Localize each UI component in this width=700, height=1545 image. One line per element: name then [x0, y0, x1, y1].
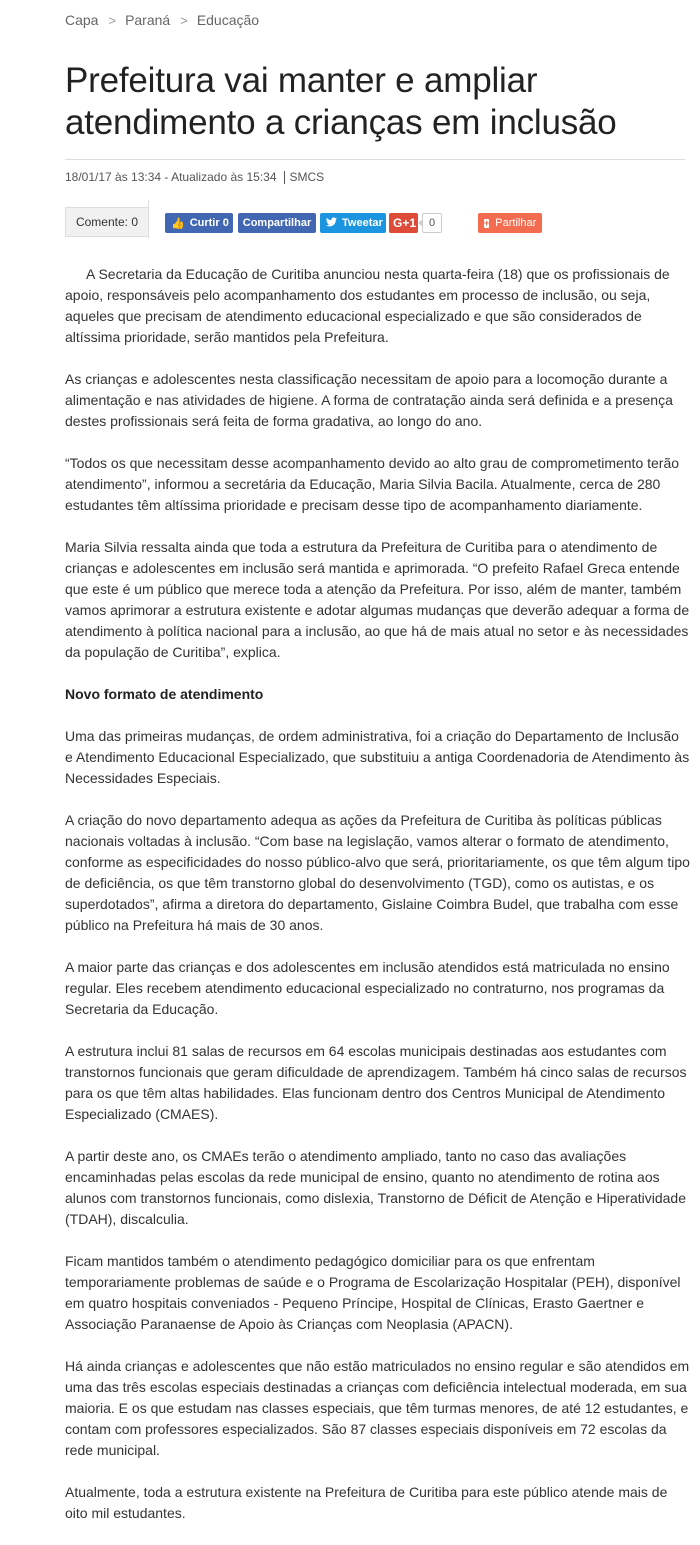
- paragraph: A maior parte das crianças e dos adolescentes em inclusão atendidos está matriculada no ensino regular. Eles recebem atendimento educacional especializado no contraturno, nos programas da Secretaria da Educação.: [65, 959, 670, 1017]
- article-dates: 18/01/17 às 13:34 - Atualizado às 15:34: [65, 170, 277, 184]
- paragraph: Ficam mantidos também o atendimento pedagógico domiciliar para os que enfrentam temporariamente problemas de saúde e o Programa de Escolarização Hospitalar (PEH), disponível em quatro hospitais conveniados - Pequeno Príncipe, Hospital de Clínicas, Erasto Gaertner e Associação Paranaense de Apoio às Crianças com Neoplasia (APACN).: [65, 1253, 681, 1332]
- section-heading: Novo formato de atendimento: [65, 686, 264, 702]
- google-plus-button[interactable]: [389, 213, 418, 233]
- plus-icon: +: [484, 217, 490, 228]
- thumbs-up-icon: 👍: [171, 217, 185, 230]
- paragraph: Maria Silvia ressalta ainda que toda a estrutura da Prefeitura de Curitiba para o atendimento de crianças e adolescentes em inclusão será mantida e aprimorada. “O prefeito Rafael Greca entende que este é um público que merece toda a atenção da Prefeitura. Por isso, além de manter, também vamos aprimorar a estrutura existente e adotar algumas mudanças que deverão adequar a forma de atendimento à política nacional para a inclusão, ao que há de mais atual no setor e às necessidades da população de Curitiba”, explica.: [65, 539, 690, 660]
- tweet-label: Tweetar: [342, 217, 383, 229]
- divider: [65, 159, 685, 160]
- paragraph: Há ainda crianças e adolescentes que não estão matriculados no ensino regular e são atendidos em uma das três escolas especiais destinadas a crianças com deficiência intelectual moderada, em sua maioria. E os que estudam nas classes especiais, que têm turmas menores, de até 12 estudantes, e contam com professores especializados. São 87 classes especiais disponíveis em 72 escolas da rede municipal.: [65, 1358, 690, 1458]
- breadcrumb: [65, 12, 259, 28]
- facebook-like-button[interactable]: [165, 213, 233, 233]
- share-button[interactable]: [478, 213, 542, 233]
- breadcrumb-parana[interactable]: Paraná: [125, 12, 171, 28]
- breadcrumb-capa[interactable]: Capa: [65, 12, 99, 28]
- article-title: Prefeitura vai manter e ampliar atendimento a crianças em inclusão: [65, 61, 617, 142]
- article-source: SMCS: [289, 170, 325, 184]
- tweet-button[interactable]: [320, 213, 386, 233]
- divider: [148, 200, 149, 238]
- google-plus-label: G+1: [393, 216, 417, 230]
- breadcrumb-separator-icon: >: [108, 12, 117, 28]
- paragraph: A estrutura inclui 81 salas de recursos em 64 escolas municipais destinadas aos estudantes com transtornos funcionais que geram dificuldade de aprendizagem. Também há cinco salas de recursos para os que têm altas habilidades. Elas funcionam dentro dos Centros Municipal de Atendimento Especializado (CMAES).: [65, 1043, 687, 1122]
- paragraph: “Todos os que necessitam desse acompanhamento devido ao alto grau de comprometimento terão atendimento”, informou a secretária da Educação, Maria Silvia Bacila. Atualmente, cerca de 280 estudantes têm altíssima prioridade e precisam desse tipo de acompanhamento diariamente.: [65, 455, 680, 513]
- meta-divider: [284, 171, 285, 184]
- paragraph: As crianças e adolescentes nesta classificação necessitam de apoio para a locomoção durante a alimentação e nas atividades de higiene. A forma de contratação ainda será definida e a presença destes profissionais será feita de forma gradativa, ao longo do ano.: [65, 371, 673, 429]
- facebook-share-label: Compartilhar: [242, 217, 312, 229]
- paragraph: A partir deste ano, os CMAEs terão o atendimento ampliado, tanto no caso das avaliações encaminhadas pelas escolas da rede municipal de ensino, quanto no atendimento de rotina aos alunos com transtornos funcionais, como dislexia, Transtorno de Déficit de Atenção e Hiperatividade (TDAH), discalculia.: [65, 1148, 687, 1227]
- breadcrumb-educacao[interactable]: Educação: [196, 12, 260, 28]
- comments-button[interactable]: Comente: 0: [65, 207, 149, 237]
- paragraph: A Secretaria da Educação de Curitiba anunciou nesta quarta-feira (18) que os profissionais de apoio, responsáveis pelo acompanhamento dos estudantes em processo de inclusão, ou seja, aqueles que precisam de atendimento educacional especializado e que são considerados de altíssima prioridade, serão mantidos pela Prefeitura.: [65, 266, 670, 345]
- share-label: Partilhar: [495, 217, 537, 229]
- twitter-bird-icon: [326, 217, 337, 230]
- article-body: [65, 264, 690, 1545]
- article-meta: [65, 170, 324, 184]
- facebook-like-label: Curtir 0: [189, 217, 229, 229]
- google-plus-count: 0: [422, 213, 442, 233]
- paragraph: Atualmente, toda a estrutura existente na Prefeitura de Curitiba para este público atende mais de oito mil estudantes.: [65, 1484, 668, 1521]
- paragraph: A criação do novo departamento adequa as ações da Prefeitura de Curitiba às políticas públicas nacionais voltadas à inclusão. “Com base na legislação, vamos alterar o formato de atendimento, conforme as especificidades do nosso público-alvo que será, prioritariamente, os que têm algum tipo de deficiência, os que têm transtorno global do desenvolvimento (TGD), como os autistas, e os superdotados”, afirma a diretora do departamento, Gislaine Coimbra Budel, que trabalha com esse público na Prefeitura há mais de 30 anos.: [65, 812, 690, 933]
- paragraph: Uma das primeiras mudanças, de ordem administrativa, foi a criação do Departamento de Inclusão e Atendimento Educacional Especializado, que substituiu a antiga Coordenadoria de Atendimento às Necessidades Especiais.: [65, 728, 690, 786]
- facebook-share-button[interactable]: [238, 213, 316, 233]
- breadcrumb-separator-icon: >: [180, 12, 188, 28]
